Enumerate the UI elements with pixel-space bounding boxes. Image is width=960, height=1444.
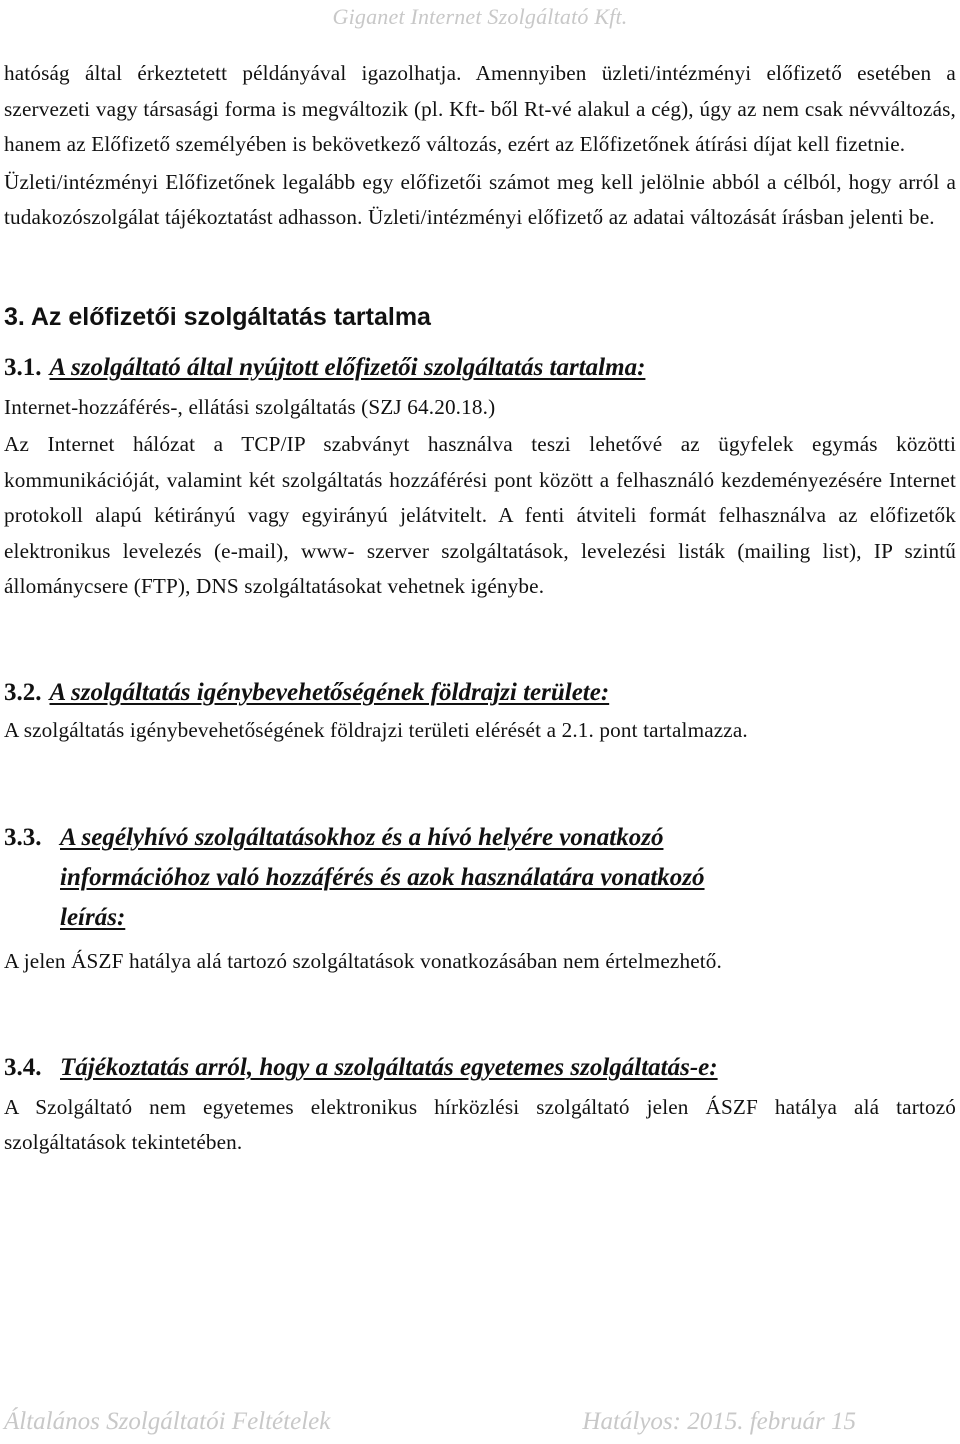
- paragraph-subscriber-change: hatóság által érkeztetett példányával igazolhatja. Amennyiben üzleti/intézményi előfizető esetében a szervezeti vagy társasági forma is megváltozik (pl. Kft- ből Rt-vé alakul a cég), úgy az nem csak névváltozás, hanem az Előfizető személyében is bekövetkező változás, ezért az Előfizetőnek átírási díjat kell fizetnie.: [4, 61, 956, 156]
- subsection-3-4-heading: [4, 1048, 956, 1088]
- subsection-3-4-title: Tájékoztatás arról, hogy a szolgáltatás egyetemes szolgáltatás-e:: [60, 1053, 718, 1081]
- subsection-3-2-number: 3.2.: [4, 678, 42, 706]
- paragraph-geographic-area: A szolgáltatás igénybevehetőségének földrajzi területi elérését a 2.1. pont tartalmazza.: [4, 717, 748, 742]
- section-3-heading: 3. Az előfizetői szolgáltatás tartalma: [4, 302, 431, 331]
- subsection-3-1-heading: [4, 348, 956, 388]
- subsection-3-4-number: 3.4.: [4, 1053, 42, 1081]
- subsection-3-3-title-line3: leírás:: [60, 904, 126, 931]
- subsection-3-3-title: [60, 818, 705, 938]
- running-footer: [4, 1408, 856, 1436]
- footer-document-title: Általános Szolgáltatói Feltételek: [4, 1408, 331, 1435]
- paragraph-universal-service: A Szolgáltató nem egyetemes elektronikus hírközlési szolgáltató jelen ÁSZF hatálya alá tartozó szolgáltatások tekintetében.: [4, 1094, 956, 1154]
- document-content: [4, 56, 956, 1161]
- subsection-3-3-number: 3.3.: [4, 824, 42, 851]
- subsection-3-2-title: A szolgáltatás igénybevehetőségének földrajzi területe:: [49, 678, 610, 706]
- footer-effective-date: Hatályos: 2015. február 15: [582, 1408, 856, 1435]
- subsection-3-3-heading: [4, 818, 956, 938]
- subsection-3-1-number: 3.1.: [4, 353, 42, 381]
- subsection-3-3-title-line1: A segélyhívó szolgáltatásokhoz és a hívó helyére vonatkozó: [60, 824, 664, 851]
- subsection-3-1-title: A szolgáltató által nyújtott előfizetői szolgáltatás tartalma:: [49, 353, 646, 381]
- subsection-3-3-title-line2: információhoz való hozzáférés és azok használatára vonatkozó: [60, 864, 705, 891]
- running-header: Giganet Internet Szolgáltató Kft.: [332, 4, 628, 29]
- paragraph-emergency-services: A jelen ÁSZF hatálya alá tartozó szolgáltatások vonatkozásában nem értelmezhető.: [4, 949, 722, 973]
- paragraph-business-subscriber: Üzleti/intézményi Előfizetőnek legalább egy előfizetői számot meg kell jelölnie abból a célból, hogy arról a tudakozószolgálat tájékoztatást adhasson. Üzleti/intézményi előfizető az adatai változását írásban jelenti be.: [4, 169, 956, 229]
- paragraph-internet-service: Az Internet hálózat a TCP/IP szabványt használva teszi lehetővé az ügyfelek egymás közötti kommunikációját, valamint két szolgáltatás hozzáférési pont között a felhasználó kezdeményezésére Internet protokoll alapú kétirányú vagy egyirányú jelátvitelt. A fenti átviteli formát felhasználva az előfizetők elektronikus levelezés (e-mail), www- szerver szolgáltatások, levelezési listák (mailing list), IP szintű állománycsere (FTP), DNS szolgáltatásokat vehetnek igénybe.: [4, 432, 956, 598]
- service-classification-line: Internet-hozzáférés-, ellátási szolgáltatás (SZJ 64.20.18.): [4, 394, 496, 419]
- subsection-3-2-heading: [4, 673, 956, 713]
